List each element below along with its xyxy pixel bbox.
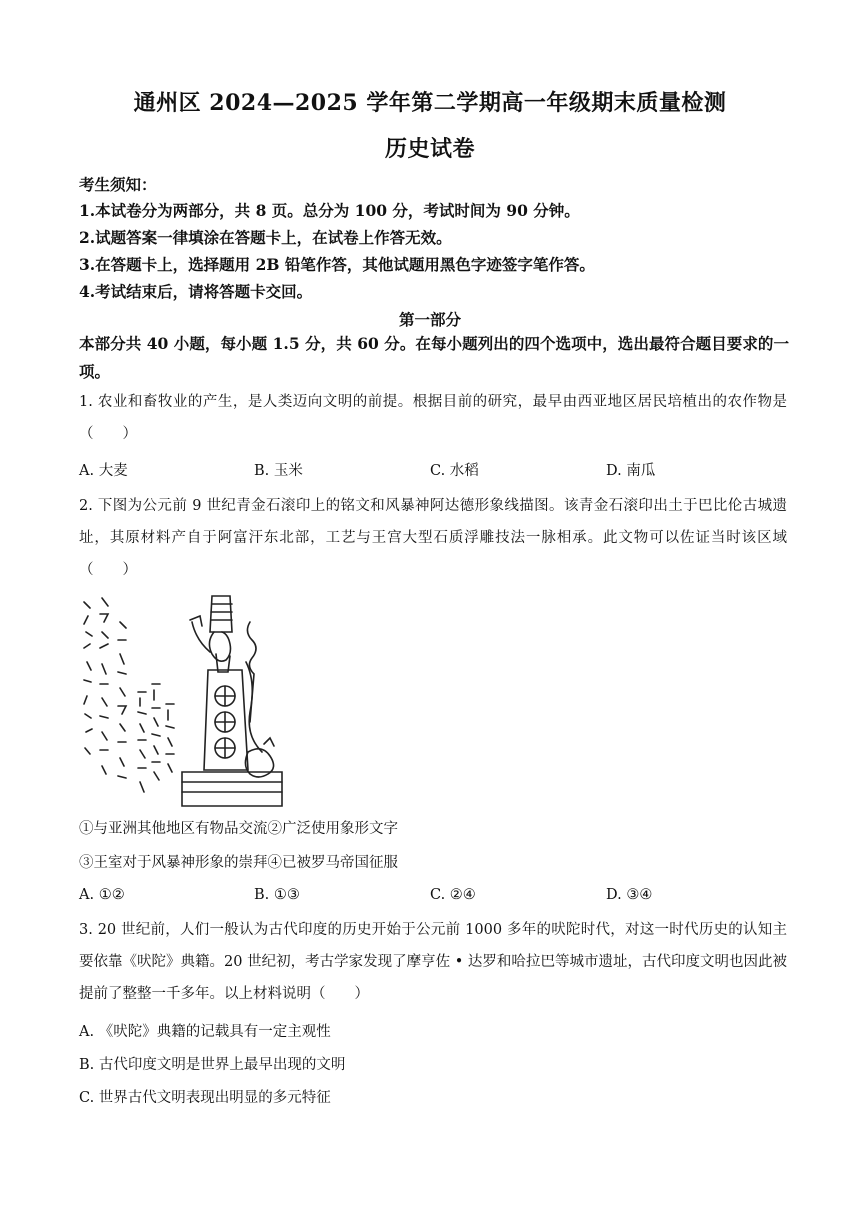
notice-item-1: 1.本试卷分为两部分，共 8 页。总分为 100 分，考试时间为 90 分钟。 <box>79 201 580 220</box>
question-1-option-d: D. 南瓜 <box>606 463 656 479</box>
question-2-statements-line-2: ③王室对于风暴神形象的崇拜④已被罗马帝国征服 <box>79 855 398 871</box>
question-3-option-c: C. 世界古代文明表现出明显的多元特征 <box>79 1090 331 1106</box>
question-1-stem: 1. 农业和畜牧业的产生，是人类迈向文明的前提。根据目前的研究，最早由西亚地区居民培植出的农作物是（ ） <box>79 394 787 442</box>
question-1-option-c: C. 水稻 <box>430 463 479 479</box>
notice-heading: 考生须知： <box>79 175 157 194</box>
question-3-option-b: B. 古代印度文明是世界上最早出现的文明 <box>79 1057 346 1073</box>
question-1-option-b: B. 玉米 <box>254 463 303 479</box>
question-2-option-c: C. ②④ <box>430 887 476 903</box>
question-2-statements-line-1: ①与亚洲其他地区有物品交流②广泛使用象形文字 <box>79 821 398 837</box>
question-2-option-d: D. ③④ <box>606 887 653 903</box>
notice-item-3: 3.在答题卡上，选择题用 2B 铅笔作答，其他试题用黑色字迹签字笔作答。 <box>79 255 595 274</box>
notice-item-2: 2.试题答案一律填涂在答题卡上，在试卷上作答无效。 <box>79 228 452 247</box>
question-2-stem: 2. 下图为公元前 9 世纪青金石滚印上的铭文和风暴神阿达德形象线描图。该青金石滚印出土于巴比伦古城遗址，其原材料产自于阿富汗东北部，工艺与王宫大型石质浮雕技法一脉相承。此文物可以佐证当时该区域（ ） <box>79 498 787 578</box>
question-3-option-a: A. 《吠陀》典籍的记载具有一定主观性 <box>79 1024 331 1040</box>
question-1-options <box>79 459 789 479</box>
question-3-stem: 3. 20 世纪前，人们一般认为古代印度的历史开始于公元前 1000 多年的吠陀时代，对这一时代历史的认知主要依靠《吠陀》典籍。20 世纪初，考古学家发现了摩亨佐 • 达罗和哈拉巴等城市遗址，古代印度文明也因此被提前了整整一千多年。以上材料说明（ ） <box>79 922 787 1002</box>
question-2-options <box>79 887 789 907</box>
question-1-option-a: A. 大麦 <box>79 463 128 479</box>
cylinder-seal-drawing <box>78 592 290 808</box>
question-2-option-a: A. ①② <box>79 887 125 903</box>
exam-subtitle: 历史试卷 <box>384 136 475 162</box>
exam-title: 通州区 2024—2025 学年第二学期高一年级期末质量检测 <box>133 90 727 116</box>
part-intro: 本部分共 40 小题，每小题 1.5 分，共 60 分。在每小题列出的四个选项中，选出最符合题目要求的一项。 <box>79 334 789 381</box>
storm-god-adad-figure <box>78 592 290 808</box>
part-heading: 第一部分 <box>398 310 461 329</box>
notice-item-4: 4.考试结束后，请将答题卡交回。 <box>79 282 313 301</box>
question-2-option-b: B. ①③ <box>254 887 300 903</box>
